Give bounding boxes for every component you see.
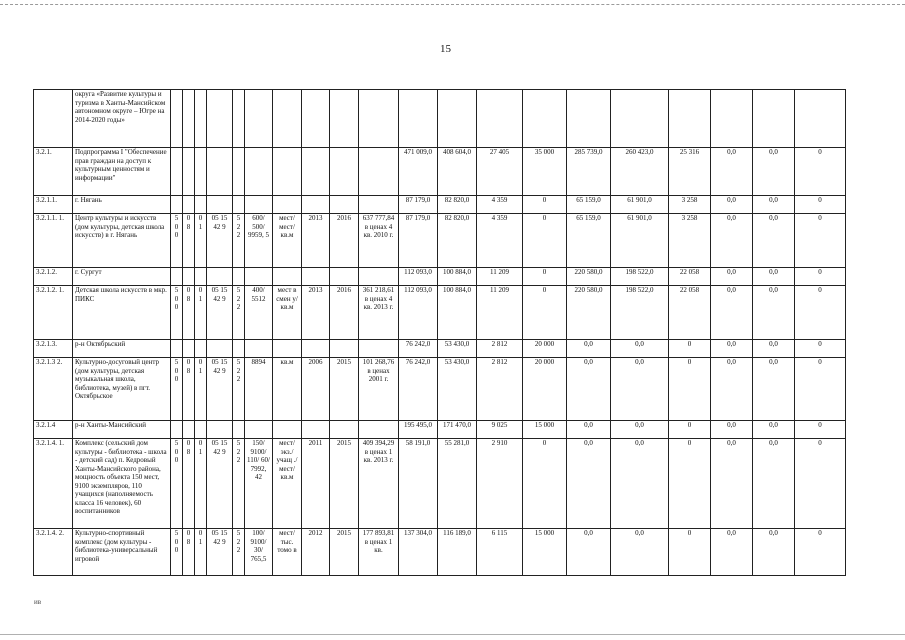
table-cell bbox=[171, 148, 183, 196]
table-cell: Культурно-спортивный комплекс (дом культуры - библиотека-универсальный игровой bbox=[73, 529, 171, 576]
table-cell: 0 bbox=[795, 214, 846, 268]
table-cell: 637 777,84 в ценах 4 кв. 2010 г. bbox=[359, 214, 399, 268]
table-cell bbox=[207, 340, 233, 358]
table-cell: 3.2.1.3 2. bbox=[34, 358, 73, 421]
table-cell bbox=[245, 421, 273, 439]
table-cell: 82 820,0 bbox=[438, 196, 477, 214]
table-cell: 0 bbox=[795, 196, 846, 214]
table-cell: 2013 bbox=[302, 286, 330, 340]
table-cell: 5 2 2 bbox=[233, 214, 245, 268]
table-cell: 3.2.1. bbox=[34, 148, 73, 196]
table-cell: Комплекс (сельский дом культуры - библиотека - школа - детский сад) п. Кедровый Ханты-Мансийского района, мощность объекта 150 мест, 9100 экземпляров, 110 учащихся (наполняемость класса 16 человек), 60 воспитанников bbox=[73, 439, 171, 529]
table-cell: 3.2.1.3. bbox=[34, 340, 73, 358]
table-cell: 2012 bbox=[302, 529, 330, 576]
table-cell: 76 242,0 bbox=[399, 340, 438, 358]
table-row bbox=[34, 214, 846, 268]
table-cell bbox=[711, 90, 753, 148]
table-row bbox=[34, 358, 846, 421]
table-cell bbox=[302, 421, 330, 439]
table-cell bbox=[359, 148, 399, 196]
table-cell: 2015 bbox=[330, 529, 359, 576]
table-cell: 2013 bbox=[302, 214, 330, 268]
table-cell: 137 304,0 bbox=[399, 529, 438, 576]
table-cell: 0 1 bbox=[195, 439, 207, 529]
table-cell bbox=[359, 340, 399, 358]
table-cell bbox=[195, 196, 207, 214]
table-cell: 0 bbox=[795, 529, 846, 576]
table-cell: 05 15 42 9 bbox=[207, 358, 233, 421]
table-cell bbox=[302, 148, 330, 196]
table-cell bbox=[171, 90, 183, 148]
table-cell bbox=[611, 90, 669, 148]
table-cell: 22 058 bbox=[669, 286, 711, 340]
table-cell bbox=[207, 268, 233, 286]
table-cell: 0 8 bbox=[183, 529, 195, 576]
table-cell: 5 2 2 bbox=[233, 286, 245, 340]
table-cell bbox=[795, 90, 846, 148]
table-row bbox=[34, 421, 846, 439]
table-cell: 0,0 bbox=[711, 214, 753, 268]
table-cell: 0,0 bbox=[711, 529, 753, 576]
table-cell: 25 316 bbox=[669, 148, 711, 196]
table-cell: 0 bbox=[523, 196, 567, 214]
table-cell: 0,0 bbox=[753, 439, 795, 529]
table-cell: 5 0 0 bbox=[171, 358, 183, 421]
table-cell: 5 0 0 bbox=[171, 214, 183, 268]
table-cell: 0,0 bbox=[711, 196, 753, 214]
table-cell: мест/ экз./ учащ ./ мест/ кв.м bbox=[273, 439, 302, 529]
table-cell: 0,0 bbox=[567, 529, 611, 576]
table-cell bbox=[233, 148, 245, 196]
table-cell bbox=[302, 268, 330, 286]
table-cell: 0 bbox=[523, 439, 567, 529]
table-cell: 0,0 bbox=[711, 358, 753, 421]
table-cell: 150/ 9100/ 110/ 60/ 7992, 42 bbox=[245, 439, 273, 529]
table-cell bbox=[233, 90, 245, 148]
table-cell: 20 000 bbox=[523, 340, 567, 358]
table-cell: 2 910 bbox=[477, 439, 523, 529]
table-cell: мест/ мест/ кв.м bbox=[273, 214, 302, 268]
table-cell bbox=[171, 196, 183, 214]
table-cell: 0,0 bbox=[611, 340, 669, 358]
table-cell: 0,0 bbox=[711, 439, 753, 529]
table-cell: 0 bbox=[669, 358, 711, 421]
table-cell bbox=[330, 148, 359, 196]
table-cell bbox=[195, 340, 207, 358]
table-cell: Культурно-досуговый центр (дом культуры, детская музыкальная школа, библиотека, музей) в пгт. Октябрьское bbox=[73, 358, 171, 421]
page-number: 15 bbox=[440, 43, 451, 55]
table-cell: 2006 bbox=[302, 358, 330, 421]
table-cell: 2016 bbox=[330, 214, 359, 268]
table-cell: 220 580,0 bbox=[567, 268, 611, 286]
table-cell: Детская школа искусств в мкр. ПИКС bbox=[73, 286, 171, 340]
table-cell: 0,0 bbox=[753, 268, 795, 286]
table-cell: 27 405 bbox=[477, 148, 523, 196]
table-cell: 0 bbox=[523, 268, 567, 286]
table-cell: 2015 bbox=[330, 358, 359, 421]
table-cell: 0,0 bbox=[753, 286, 795, 340]
table-cell: 0,0 bbox=[711, 286, 753, 340]
table-cell: 0,0 bbox=[611, 439, 669, 529]
table-cell: мест в смен у/ кв.м bbox=[273, 286, 302, 340]
table-cell bbox=[273, 196, 302, 214]
table-cell bbox=[245, 268, 273, 286]
table-cell: 9 025 bbox=[477, 421, 523, 439]
table-cell bbox=[183, 148, 195, 196]
table-cell bbox=[34, 90, 73, 148]
table-cell: 0 1 bbox=[195, 358, 207, 421]
table-cell: р-н Октябрьский bbox=[73, 340, 171, 358]
budget-table bbox=[33, 89, 846, 576]
table-cell bbox=[183, 421, 195, 439]
table-cell bbox=[233, 196, 245, 214]
table-cell: 0 bbox=[669, 529, 711, 576]
table-cell: кв.м bbox=[273, 358, 302, 421]
table-cell bbox=[207, 90, 233, 148]
table-cell bbox=[233, 421, 245, 439]
table-cell: 100/ 9100/ 30/ 765,5 bbox=[245, 529, 273, 576]
table-row bbox=[34, 286, 846, 340]
table-cell: мест/ тыс. томо в bbox=[273, 529, 302, 576]
table-cell: Центр культуры и искусств (дом культуры, детская школа искусств) в г. Нягань bbox=[73, 214, 171, 268]
table-cell: 58 191,0 bbox=[399, 439, 438, 529]
table-row bbox=[34, 148, 846, 196]
table-cell: 0 8 bbox=[183, 286, 195, 340]
table-cell: 05 15 42 9 bbox=[207, 286, 233, 340]
table-cell: 3.2.1.1. 1. bbox=[34, 214, 73, 268]
table-cell: 0,0 bbox=[567, 358, 611, 421]
table-cell bbox=[359, 421, 399, 439]
table-cell: 65 159,0 bbox=[567, 214, 611, 268]
table-cell: 0,0 bbox=[753, 148, 795, 196]
table-cell: 0 bbox=[795, 439, 846, 529]
scan-bottom-border bbox=[0, 634, 905, 635]
table-row bbox=[34, 268, 846, 286]
table-cell: 0 bbox=[795, 268, 846, 286]
table-row bbox=[34, 196, 846, 214]
table-cell: 05 15 42 9 bbox=[207, 439, 233, 529]
table-cell: 05 15 42 9 bbox=[207, 214, 233, 268]
table-cell: 65 159,0 bbox=[567, 196, 611, 214]
table-cell: 0 bbox=[795, 340, 846, 358]
table-cell: 3.2.1.4. 2. bbox=[34, 529, 73, 576]
table-cell: 100 884,0 bbox=[438, 286, 477, 340]
table-cell: 0,0 bbox=[753, 340, 795, 358]
table-cell: 600/ 500/ 9959, 5 bbox=[245, 214, 273, 268]
table-cell bbox=[330, 90, 359, 148]
table-cell: 171 470,0 bbox=[438, 421, 477, 439]
table-cell: 22 058 bbox=[669, 268, 711, 286]
table-cell bbox=[302, 196, 330, 214]
table-row bbox=[34, 529, 846, 576]
table-cell: 76 242,0 bbox=[399, 358, 438, 421]
table-cell bbox=[330, 340, 359, 358]
table-cell bbox=[273, 421, 302, 439]
table-cell: 0 bbox=[795, 286, 846, 340]
table-cell: 2 812 bbox=[477, 358, 523, 421]
table-cell: 82 820,0 bbox=[438, 214, 477, 268]
table-cell bbox=[438, 90, 477, 148]
table-cell bbox=[273, 340, 302, 358]
table-cell: 61 901,0 bbox=[611, 214, 669, 268]
table-cell: 0,0 bbox=[753, 196, 795, 214]
table-cell bbox=[669, 90, 711, 148]
table-cell: 0,0 bbox=[567, 439, 611, 529]
table-cell bbox=[183, 340, 195, 358]
table-cell: 2016 bbox=[330, 286, 359, 340]
footer-mark: ив bbox=[34, 598, 42, 606]
table-cell: 53 430,0 bbox=[438, 340, 477, 358]
table-cell: 2 812 bbox=[477, 340, 523, 358]
table-cell bbox=[171, 268, 183, 286]
table-cell: 195 495,0 bbox=[399, 421, 438, 439]
table-cell: 5 2 2 bbox=[233, 529, 245, 576]
table-cell bbox=[302, 90, 330, 148]
table-cell: 0,0 bbox=[753, 214, 795, 268]
table-cell: 100 884,0 bbox=[438, 268, 477, 286]
table-cell: 0 bbox=[523, 286, 567, 340]
table-cell: 285 739,0 bbox=[567, 148, 611, 196]
table-cell: 409 394,29 в ценах 1 кв. 2013 г. bbox=[359, 439, 399, 529]
table-cell bbox=[359, 90, 399, 148]
table-row bbox=[34, 90, 846, 148]
table-cell bbox=[330, 268, 359, 286]
table-cell: 3 258 bbox=[669, 196, 711, 214]
table-cell: 220 580,0 bbox=[567, 286, 611, 340]
table-cell bbox=[302, 340, 330, 358]
table-cell: 05 15 42 9 bbox=[207, 529, 233, 576]
table-cell: 0 1 bbox=[195, 214, 207, 268]
table-cell: 4 359 bbox=[477, 196, 523, 214]
table-cell bbox=[195, 90, 207, 148]
table-cell: 5 0 0 bbox=[171, 286, 183, 340]
table-cell bbox=[245, 196, 273, 214]
table-cell: 3.2.1.4. 1. bbox=[34, 439, 73, 529]
table-cell: 0,0 bbox=[567, 421, 611, 439]
table-cell: 0,0 bbox=[711, 268, 753, 286]
table-cell: 0 1 bbox=[195, 286, 207, 340]
scan-top-border bbox=[0, 4, 905, 5]
table-cell: 15 000 bbox=[523, 529, 567, 576]
table-cell: округа «Развитие культуры и туризма в Ханты-Мансийском автономном округе – Югре на 2014-2020 годы» bbox=[73, 90, 171, 148]
table-cell bbox=[233, 340, 245, 358]
table-cell: 0,0 bbox=[611, 421, 669, 439]
table-cell: 0,0 bbox=[711, 340, 753, 358]
table-cell: 55 281,0 bbox=[438, 439, 477, 529]
table-cell: 0 8 bbox=[183, 214, 195, 268]
table-cell: 198 522,0 bbox=[611, 268, 669, 286]
table-cell: 35 000 bbox=[523, 148, 567, 196]
table-cell: 0 bbox=[795, 148, 846, 196]
table-cell bbox=[245, 90, 273, 148]
table-cell: р-н Ханты-Мансийский bbox=[73, 421, 171, 439]
table-row bbox=[34, 340, 846, 358]
table-cell: 87 179,0 bbox=[399, 196, 438, 214]
table-cell: 8894 bbox=[245, 358, 273, 421]
table-cell: 0 bbox=[669, 340, 711, 358]
table-cell: 0,0 bbox=[711, 421, 753, 439]
table-cell bbox=[567, 90, 611, 148]
table-cell: 0 bbox=[669, 439, 711, 529]
table-cell: 3.2.1.2. 1. bbox=[34, 286, 73, 340]
table-cell: 408 604,0 bbox=[438, 148, 477, 196]
table-cell bbox=[330, 196, 359, 214]
table-cell bbox=[399, 90, 438, 148]
table-cell: 471 009,0 bbox=[399, 148, 438, 196]
table-cell bbox=[273, 90, 302, 148]
table-cell bbox=[195, 148, 207, 196]
table-cell: 0 bbox=[795, 358, 846, 421]
table-cell: 11 209 bbox=[477, 268, 523, 286]
table-cell bbox=[171, 421, 183, 439]
table-cell bbox=[359, 268, 399, 286]
table-cell bbox=[477, 90, 523, 148]
table-cell bbox=[273, 148, 302, 196]
table-cell bbox=[330, 421, 359, 439]
table-cell: 6 115 bbox=[477, 529, 523, 576]
table-cell bbox=[753, 90, 795, 148]
table-cell: 4 359 bbox=[477, 214, 523, 268]
table-cell: 0,0 bbox=[567, 340, 611, 358]
table-cell bbox=[245, 340, 273, 358]
table-cell bbox=[183, 90, 195, 148]
table-cell: 0 8 bbox=[183, 358, 195, 421]
table-cell bbox=[359, 196, 399, 214]
table-cell: 5 0 0 bbox=[171, 439, 183, 529]
table-cell bbox=[523, 90, 567, 148]
table-cell: 87 179,0 bbox=[399, 214, 438, 268]
table-cell: 0 1 bbox=[195, 529, 207, 576]
table-cell: 0,0 bbox=[711, 148, 753, 196]
table-cell: г. Нягань bbox=[73, 196, 171, 214]
table-cell: 0 bbox=[795, 421, 846, 439]
table-cell: 0,0 bbox=[753, 421, 795, 439]
table-cell bbox=[207, 148, 233, 196]
table-cell: 3.2.1.2. bbox=[34, 268, 73, 286]
table-cell: 260 423,0 bbox=[611, 148, 669, 196]
table-cell: 5 0 0 bbox=[171, 529, 183, 576]
table-cell: 15 000 bbox=[523, 421, 567, 439]
table-cell: 101 268,76 в ценах 2001 г. bbox=[359, 358, 399, 421]
table-cell: 198 522,0 bbox=[611, 286, 669, 340]
table-cell: 2011 bbox=[302, 439, 330, 529]
table-cell: 3.2.1.1. bbox=[34, 196, 73, 214]
table-cell: 0,0 bbox=[753, 358, 795, 421]
table-cell bbox=[183, 196, 195, 214]
table-cell: 0,0 bbox=[611, 529, 669, 576]
table-cell bbox=[207, 196, 233, 214]
table-cell: г. Сургут bbox=[73, 268, 171, 286]
table-cell: 0 bbox=[523, 214, 567, 268]
table-cell: 112 093,0 bbox=[399, 286, 438, 340]
table-cell: Подпрограмма I "Обеспечение прав граждан на доступ к культурным ценностям и информации" bbox=[73, 148, 171, 196]
table-cell: 400/ 5512 bbox=[245, 286, 273, 340]
table-row bbox=[34, 439, 846, 529]
table-cell: 53 430,0 bbox=[438, 358, 477, 421]
table-cell: 11 209 bbox=[477, 286, 523, 340]
table-cell bbox=[273, 268, 302, 286]
table-cell: 3.2.1.4 bbox=[34, 421, 73, 439]
table-cell: 2015 bbox=[330, 439, 359, 529]
table-cell: 5 2 2 bbox=[233, 439, 245, 529]
table-cell: 0 8 bbox=[183, 439, 195, 529]
table-cell: 61 901,0 bbox=[611, 196, 669, 214]
table-cell bbox=[233, 268, 245, 286]
table-cell: 177 893,81 в ценах 1 кв. bbox=[359, 529, 399, 576]
table-cell: 0 bbox=[669, 421, 711, 439]
table-cell: 5 2 2 bbox=[233, 358, 245, 421]
table-cell: 116 189,0 bbox=[438, 529, 477, 576]
table-cell bbox=[207, 421, 233, 439]
table-cell: 20 000 bbox=[523, 358, 567, 421]
table-cell bbox=[183, 268, 195, 286]
table-cell bbox=[245, 148, 273, 196]
table-cell bbox=[195, 421, 207, 439]
table-cell bbox=[171, 340, 183, 358]
table-cell bbox=[195, 268, 207, 286]
table-cell: 361 218,61 в ценах 4 кв. 2013 г. bbox=[359, 286, 399, 340]
table-cell: 3 258 bbox=[669, 214, 711, 268]
table-cell: 0,0 bbox=[611, 358, 669, 421]
table-cell: 112 093,0 bbox=[399, 268, 438, 286]
table-cell: 0,0 bbox=[753, 529, 795, 576]
